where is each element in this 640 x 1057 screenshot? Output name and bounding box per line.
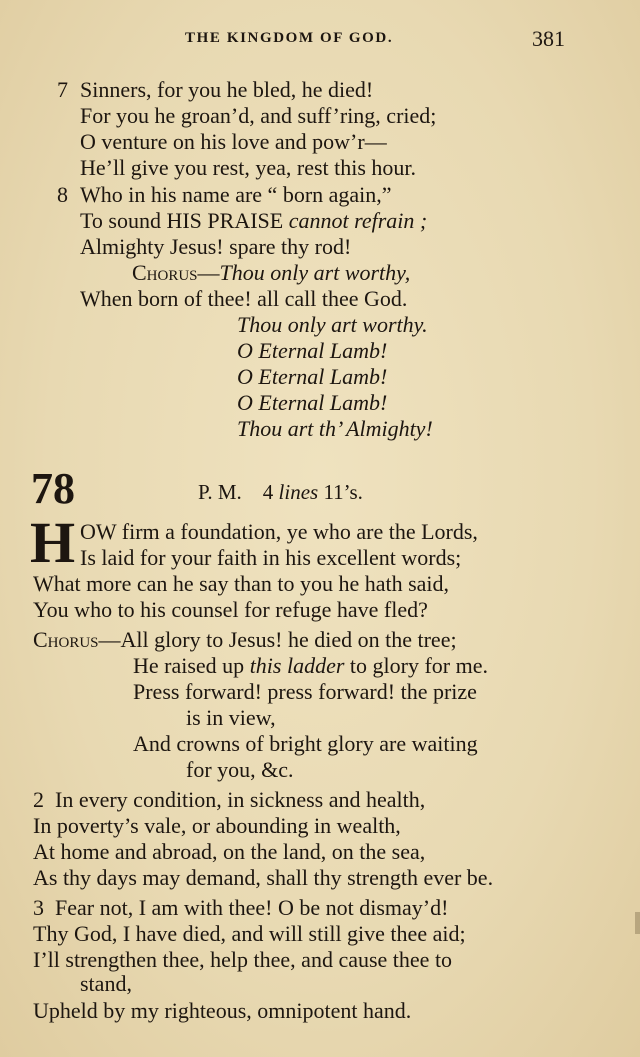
verse-number-8: 8: [57, 182, 68, 207]
h78-chorus-line-3: Press forward! press forward! the prize: [133, 679, 477, 704]
prev-chorus-line-4-text: O Eternal Lamb!: [237, 338, 388, 363]
h78-chorus-line-5: And crowns of bright glory are waiting: [133, 731, 478, 756]
h78-chorus-line-1: [33, 627, 457, 653]
prev-chorus-line-1: [132, 260, 410, 286]
h78-chorus-line-2-a: He raised up: [133, 653, 250, 678]
prev-chorus-label: Chorus—: [132, 260, 220, 285]
h78-verse-1-line-2: Is laid for your faith in his excellent words;: [80, 545, 462, 570]
prev-chorus-line-5-text: O Eternal Lamb!: [237, 364, 388, 389]
h78-verse-2-line-4: As thy days may demand, shall thy strength ever be.: [33, 865, 494, 890]
verse-7-line-2: For you he groan’d, and suff’ring, cried;: [80, 103, 437, 128]
drop-cap: H: [30, 510, 76, 575]
h78-verse-3-line-2: Thy God, I have died, and will still give thee aid;: [33, 921, 466, 946]
verse-number-7: 7: [57, 77, 68, 102]
page-number: 381: [532, 26, 565, 51]
verse-8-line-1: Who in his name are “ born again,”: [80, 182, 392, 207]
h78-verse-2-line-3: At home and abroad, on the land, on the sea,: [33, 839, 426, 864]
meter-part-3: 11’s.: [318, 480, 363, 504]
h78-verse-3-line-4: stand,: [80, 971, 132, 996]
prev-chorus-line-3: [237, 312, 428, 338]
h78-verse-3-line-3: I’ll strengthen thee, help thee, and cause thee to: [33, 947, 453, 972]
prev-chorus-line-4: [237, 338, 387, 364]
meter-part-1: P. M. 4: [198, 480, 279, 504]
h78-chorus-line-1-text: —All glory to Jesus! he died on the tree;: [98, 627, 457, 652]
verse-8-line-2-roman: To sound HIS PRAISE: [80, 208, 289, 233]
verse-7-line-3: O venture on his love and pow’r—: [80, 129, 387, 154]
h78-verse-1-line-4: You who to his counsel for refuge have fled?: [33, 597, 428, 622]
h78-verse-number-2: 2: [33, 787, 44, 812]
page-edge-mark: [635, 912, 640, 934]
prev-chorus-line-1-text: Thou only art worthy,: [219, 260, 411, 285]
prev-chorus-line-6: [237, 390, 387, 416]
h78-verse-number-3: 3: [33, 895, 44, 920]
prev-chorus-line-6-text: O Eternal Lamb!: [237, 390, 388, 415]
h78-chorus-line-2-b: this ladder: [249, 653, 345, 678]
h78-verse-3-line-1: Fear not, I am with thee! O be not dismay’d!: [55, 895, 449, 920]
h78-chorus-line-4: is in view,: [186, 705, 276, 730]
h78-chorus-line-2-c: to glory for me.: [344, 653, 489, 678]
prev-chorus-line-2: When born of thee! all call thee God.: [80, 286, 408, 311]
prev-chorus-line-7-text: Thou art th’ Almighty!: [237, 416, 433, 441]
hymn-number: 78: [31, 464, 75, 513]
h78-verse-3-line-5: Upheld by my righteous, omnipotent hand.: [33, 998, 412, 1023]
hymn-meter: [198, 480, 363, 505]
running-header: THE KINGDOM OF GOD.: [185, 30, 394, 46]
h78-chorus-line-2: [133, 653, 488, 679]
prev-chorus-line-5: [237, 364, 387, 390]
verse-7-line-4: He’ll give you rest, yea, rest this hour.: [80, 155, 417, 180]
meter-part-2: lines: [278, 480, 319, 504]
verse-7-line-1: Sinners, for you he bled, he died!: [80, 77, 374, 102]
verse-8-line-2-italic: cannot refrain ;: [288, 208, 428, 233]
prev-chorus-line-7: [237, 416, 433, 442]
h78-chorus-label: Chorus: [33, 627, 99, 652]
h78-verse-1-line-3: What more can he say than to you he hath said,: [33, 571, 450, 596]
h78-verse-2-line-1: In every condition, in sickness and health,: [55, 787, 426, 812]
h78-verse-1-line-1: OW firm a foundation, ye who are the Lords,: [80, 519, 478, 544]
verse-8-line-3: Almighty Jesus! spare thy rod!: [80, 234, 352, 259]
verse-8-line-2: [80, 208, 427, 234]
prev-chorus-line-3-text: Thou only art worthy.: [237, 312, 428, 337]
h78-verse-2-line-2: In poverty’s vale, or abounding in wealth,: [33, 813, 401, 838]
h78-chorus-line-6: for you, &c.: [186, 757, 294, 782]
